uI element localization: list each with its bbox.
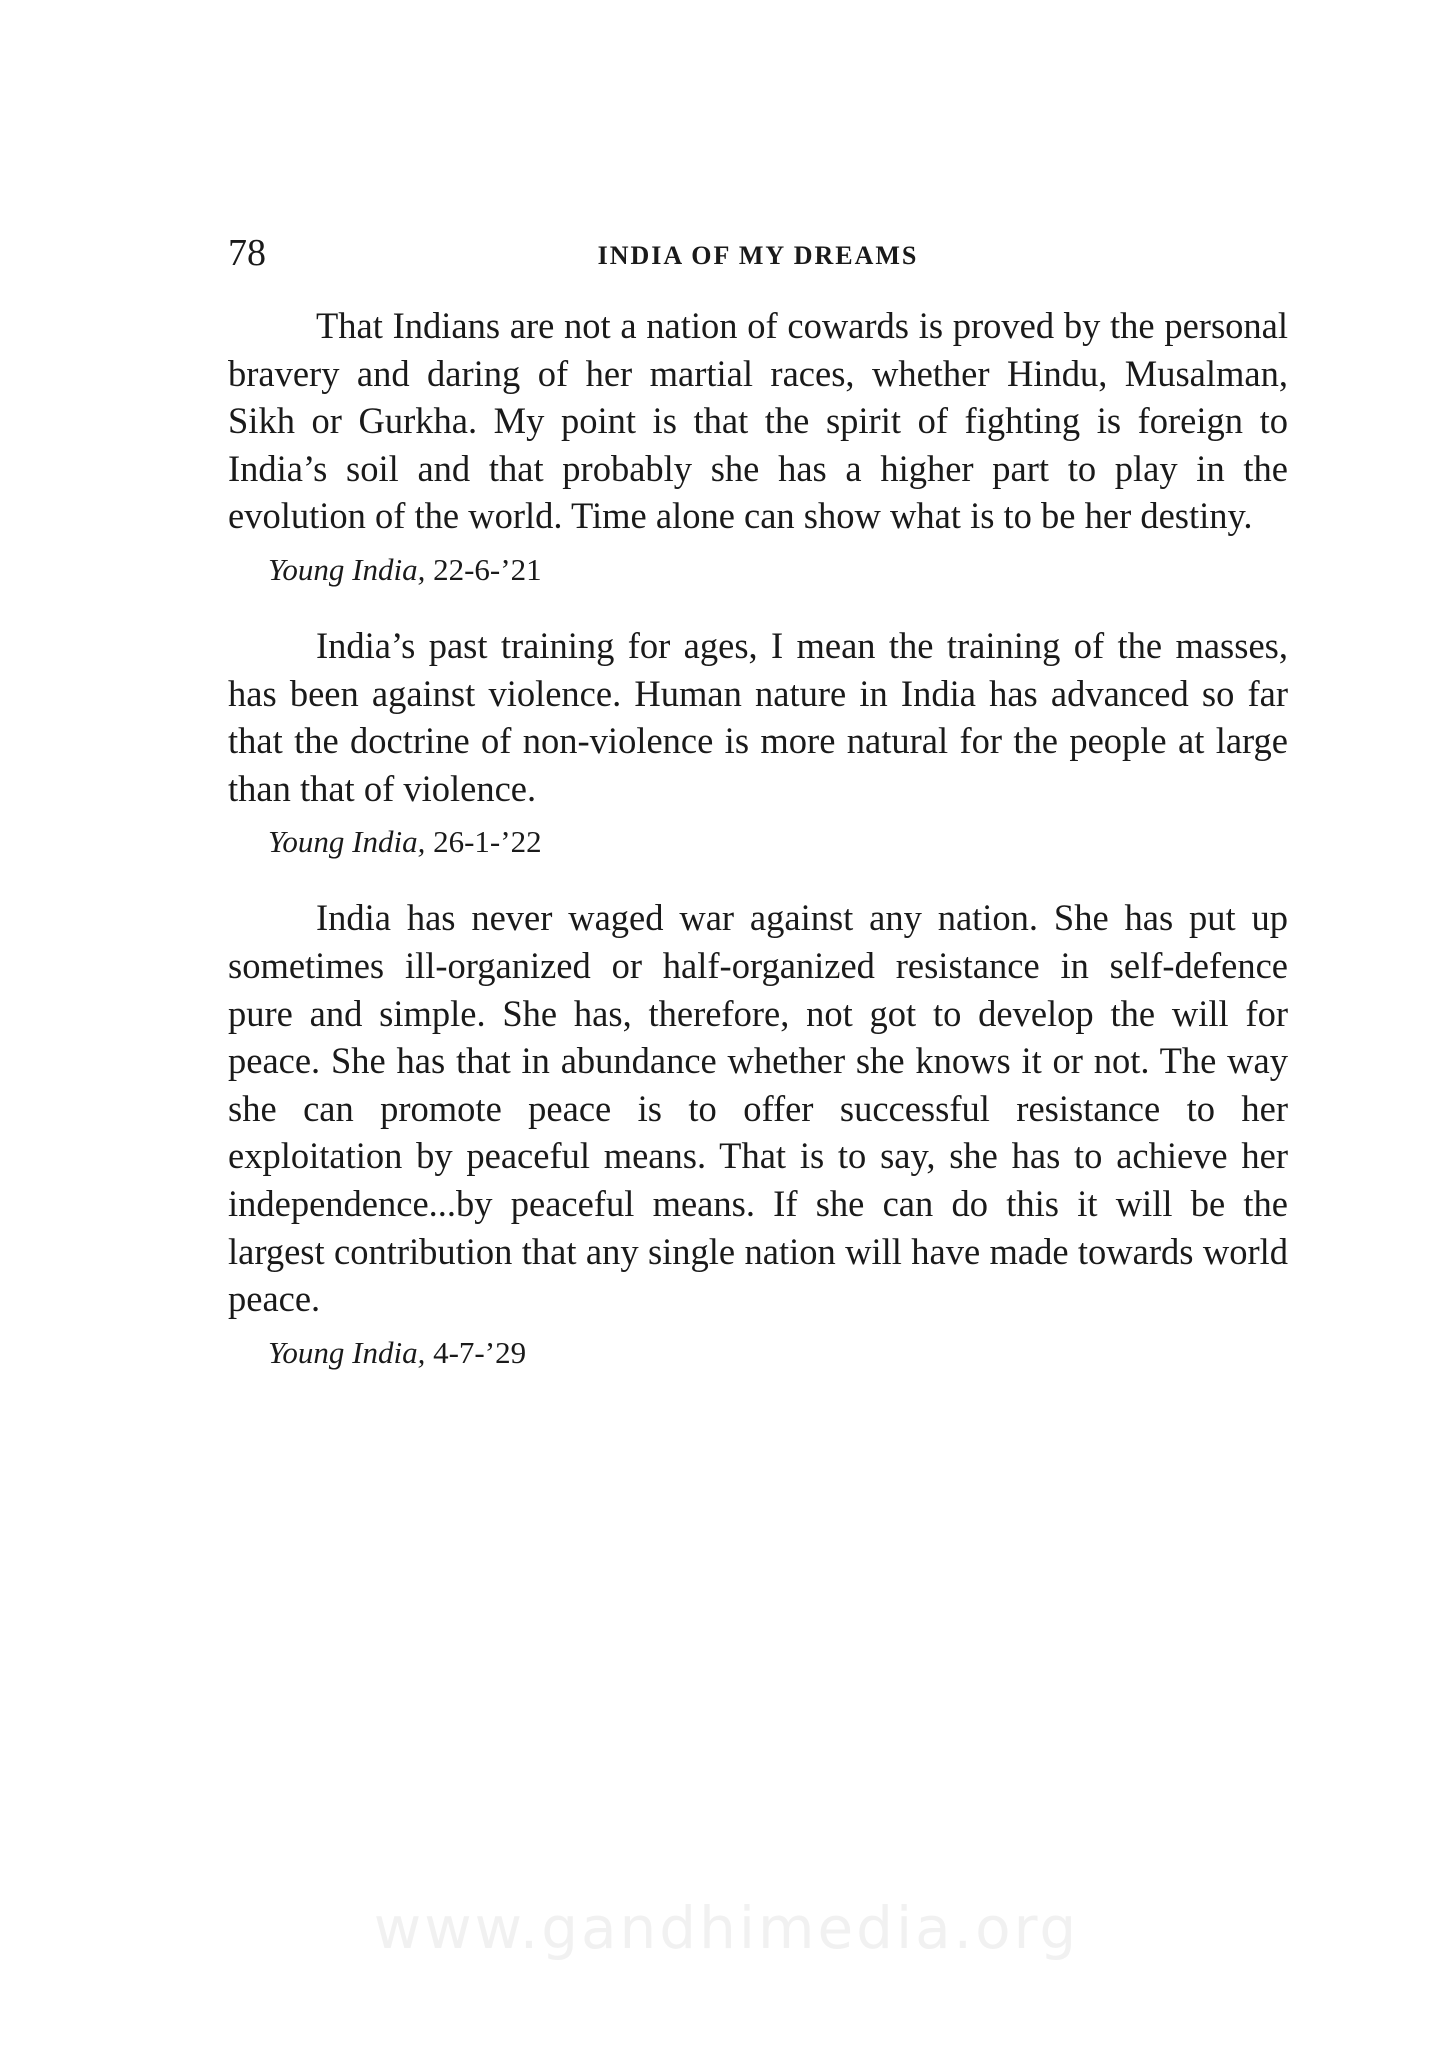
- page-number: 78: [228, 232, 266, 274]
- citation-source: Young India,: [268, 1334, 426, 1370]
- citation-date: 26-1-’22: [433, 824, 542, 860]
- running-title: INDIA OF MY DREAMS: [597, 241, 919, 270]
- citation: [268, 1331, 1288, 1375]
- citation-date: 22-6-’21: [433, 551, 542, 587]
- page-header: [228, 228, 1288, 288]
- passage-paragraph: India’s past training for ages, I mean the training of the masses, has been against violence. Human nature in India has advanced so far that the doctrine of non-violence is more natural for the people at large than that of violence.: [228, 624, 1288, 809]
- watermark: www.gandhimedia.org: [373, 1894, 1080, 1962]
- passage-paragraph: That Indians are not a nation of cowards is proved by the personal bravery and daring of her martial races, whether Hindu, Musalman, Sikh or Gurkha. My point is that the spirit of fighting is foreign to India’s soil and that probably she has a higher part to play in the evolution of the world. Time alone can show what is to be her destiny.: [228, 305, 1288, 537]
- citation-source: Young India,: [268, 824, 426, 860]
- page-body: [228, 302, 1288, 1405]
- citation-source: Young India,: [268, 551, 426, 587]
- citation-date: 4-7-’29: [433, 1334, 527, 1370]
- citation: [268, 820, 1288, 864]
- citation: [268, 548, 1288, 592]
- passage-paragraph: India has never waged war against any nation. She has put up sometimes ill-organized or half-organized resistance in self-defence pure and simple. She has, therefore, not got to develop the will for peace. She has that in abundance whether she knows it or not. The way she can promote peace is to offer successful resistance to her exploitation by peaceful means. That is to say, she has to achieve her independence...by peaceful means. If she can do this it will be the largest contribution that any single nation will have made towards world peace.: [228, 897, 1288, 1320]
